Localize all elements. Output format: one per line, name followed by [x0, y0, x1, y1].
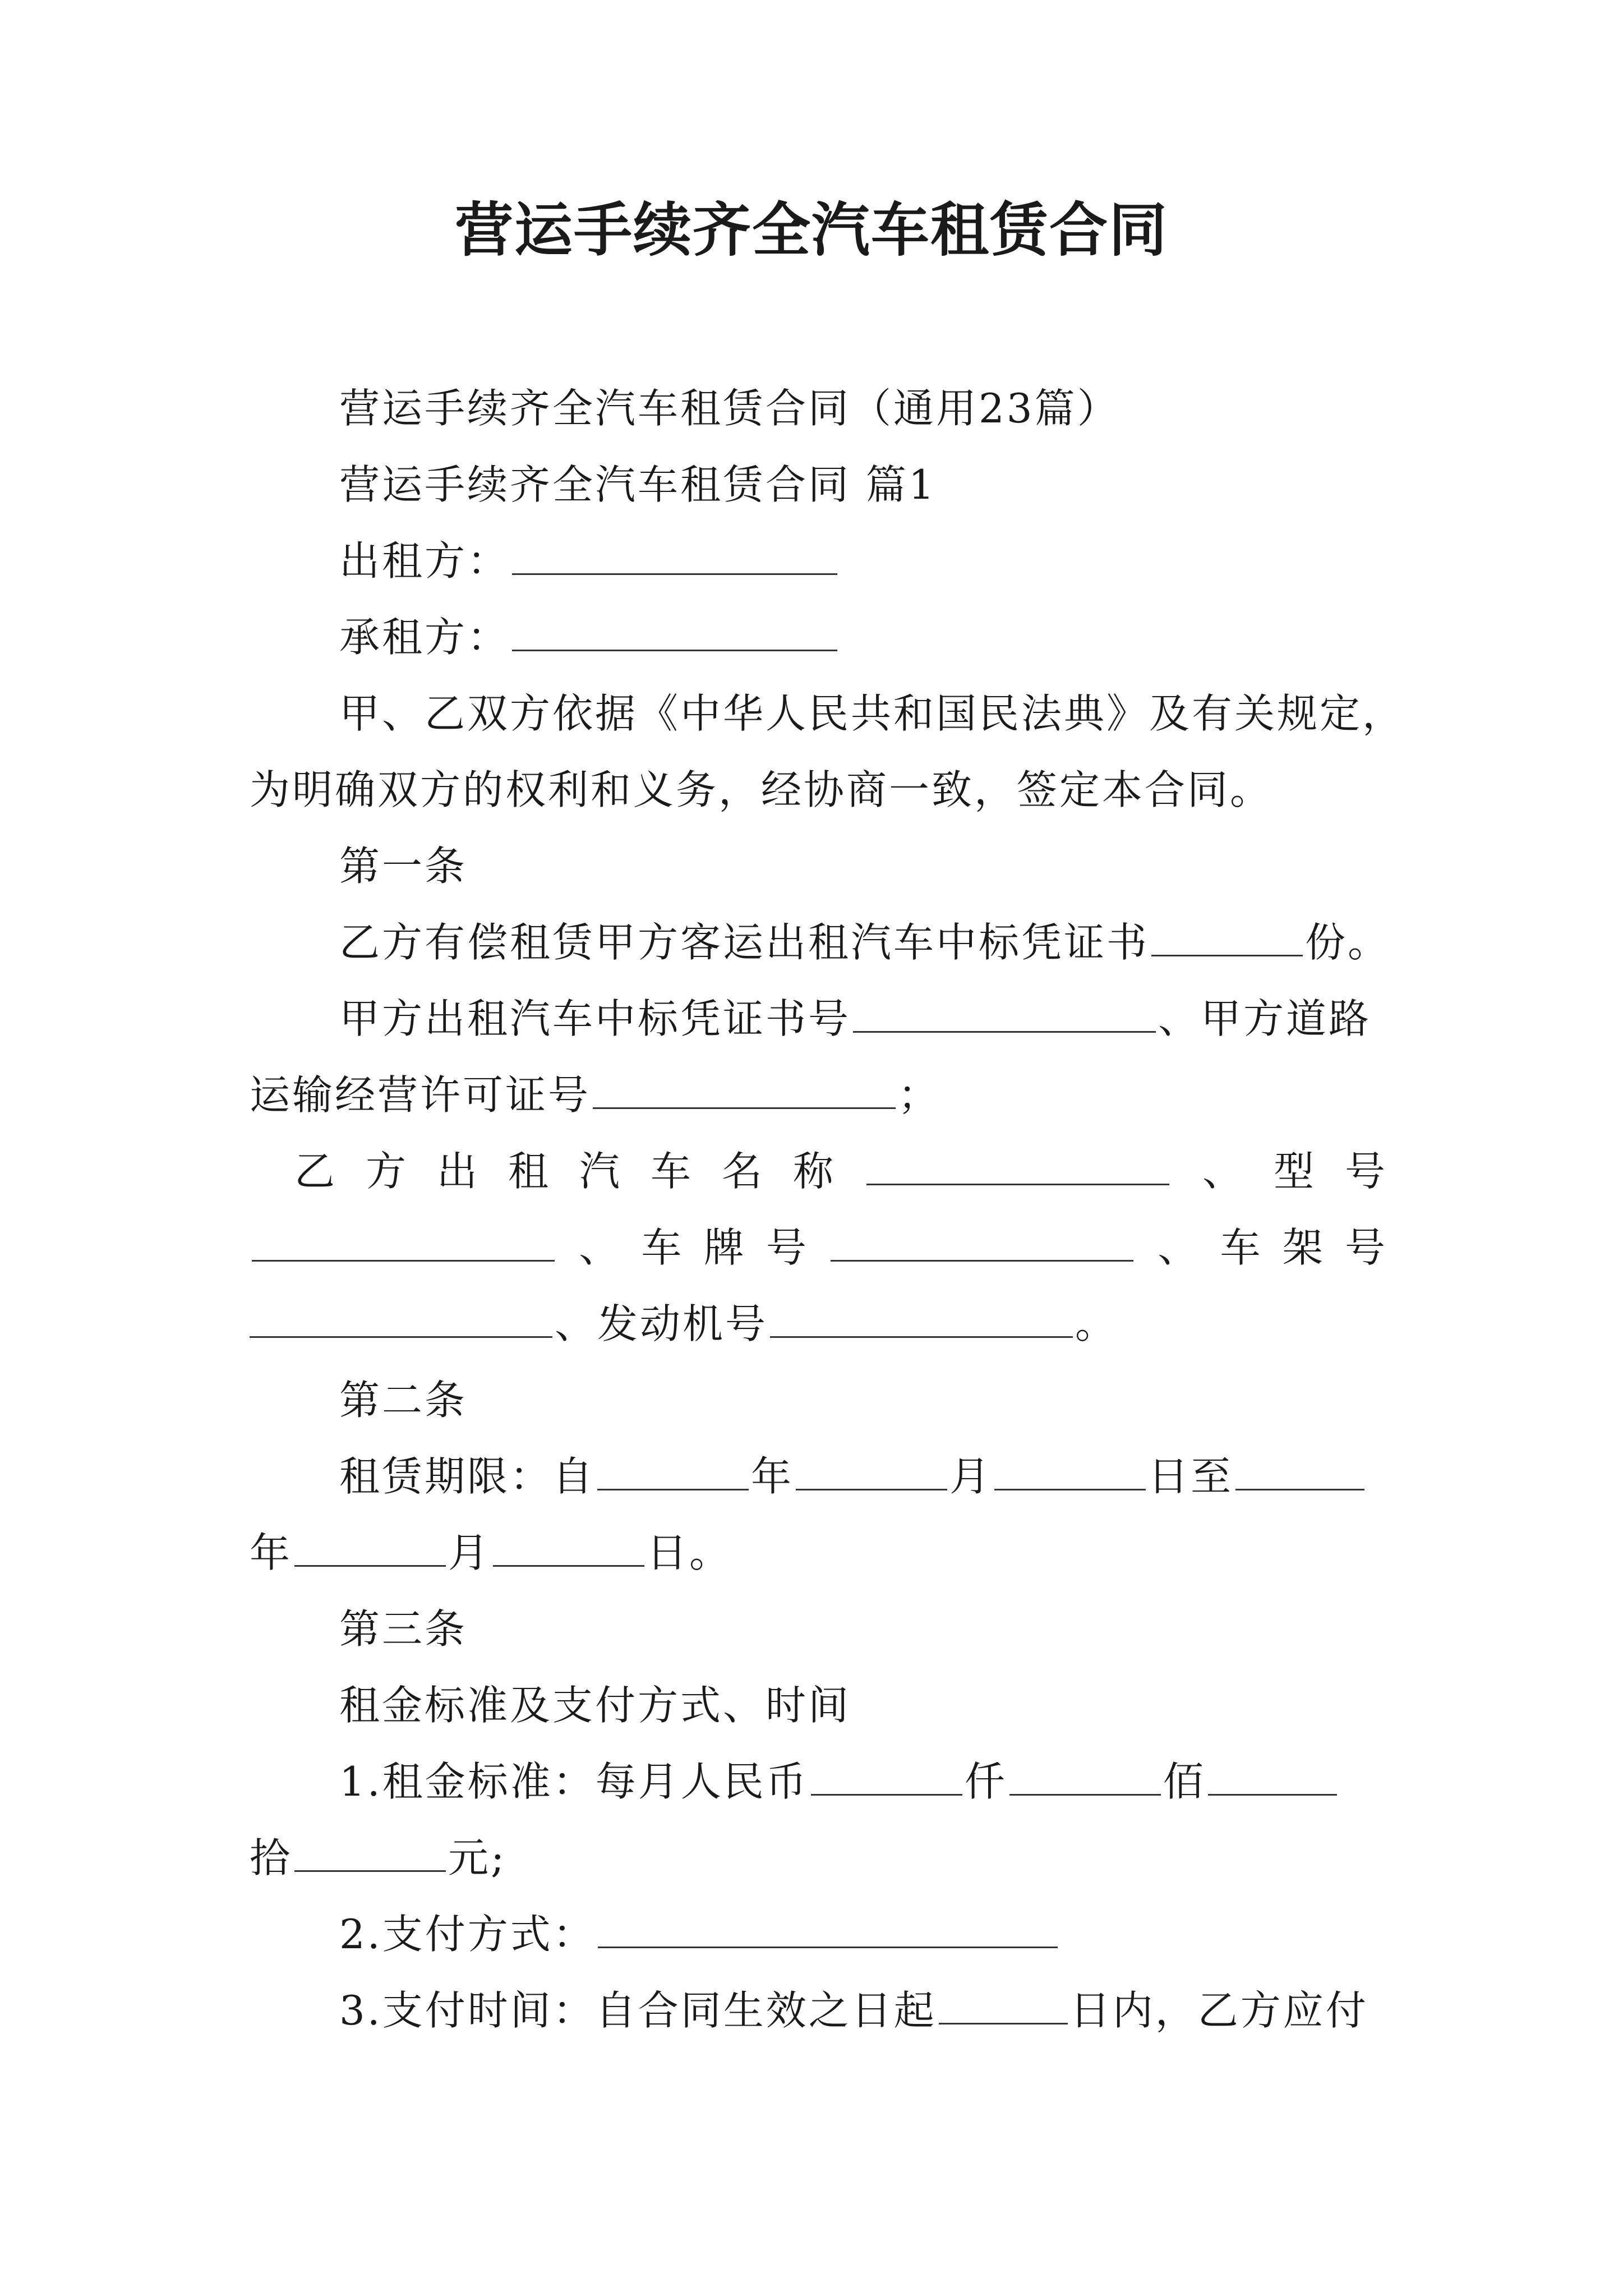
- payment-method-blank[interactable]: [598, 1910, 1058, 1948]
- article-2-line-2: [250, 1515, 1385, 1591]
- article-1-line-5: [250, 1209, 1385, 1286]
- article-3-line-5: [250, 1972, 1385, 2049]
- char: 乙: [294, 1148, 335, 1195]
- article-1-line-2: [250, 981, 1385, 1057]
- text: 2.支付方式：: [339, 1911, 596, 1958]
- payment-days-blank[interactable]: [939, 1986, 1068, 2024]
- lessee-blank[interactable]: [512, 613, 837, 651]
- article-1-line-4: [250, 1133, 1385, 1209]
- article-1-line-1: [250, 904, 1391, 981]
- article-3-line-1: 租金标准及支付方式、时间: [339, 1682, 851, 1729]
- end-year-blank[interactable]: [1235, 1452, 1364, 1490]
- text: 拾: [250, 1834, 293, 1881]
- section-heading: 营运手续齐全汽车租赁合同 篇1: [339, 461, 937, 508]
- text: 乙方有偿租赁甲方客运出租汽车中标凭证书: [339, 919, 1150, 966]
- char: 方: [366, 1148, 407, 1195]
- char: 、: [1202, 1148, 1243, 1195]
- hundreds-blank[interactable]: [1009, 1757, 1161, 1796]
- char: 名: [722, 1148, 763, 1195]
- text: 、发动机号: [555, 1300, 768, 1347]
- text: 3.支付时间：自合同生效之日起: [339, 1987, 937, 2034]
- text: 、甲方道路: [1158, 995, 1372, 1042]
- text: 日至: [1148, 1453, 1234, 1500]
- car-name-blank[interactable]: [866, 1147, 1169, 1185]
- char: 汽: [579, 1148, 620, 1195]
- char: 架: [1282, 1224, 1323, 1271]
- end-day-blank[interactable]: [493, 1529, 644, 1567]
- text: 仟: [964, 1758, 1007, 1805]
- text: 年: [751, 1453, 794, 1500]
- start-month-blank[interactable]: [796, 1452, 947, 1490]
- document-title: 营运手续齐全汽车租赁合同: [454, 195, 1168, 264]
- document-body: [250, 370, 1405, 2049]
- char: 车: [641, 1224, 682, 1271]
- copies-blank[interactable]: [1151, 918, 1303, 956]
- text: 份。: [1305, 919, 1391, 966]
- article-2-line-1: [250, 1438, 1385, 1515]
- char: 、: [579, 1224, 620, 1271]
- char: 租: [508, 1148, 549, 1195]
- yuan-blank[interactable]: [294, 1834, 446, 1872]
- article-1-heading: 第一条: [339, 843, 468, 890]
- char: 牌: [703, 1224, 744, 1271]
- engine-number-blank[interactable]: [770, 1300, 1073, 1338]
- text: 月: [949, 1453, 993, 1500]
- lessor-blank[interactable]: [512, 537, 837, 575]
- text: 月: [448, 1529, 491, 1576]
- intro-line-1: 甲、乙双方依据《中华人民共和国民法典》及有关规定，: [339, 690, 1405, 737]
- article-2-heading: 第二条: [339, 1377, 468, 1424]
- article-3-line-2: [250, 1743, 1385, 1820]
- char: 号: [1344, 1148, 1385, 1195]
- start-year-blank[interactable]: [597, 1452, 749, 1490]
- certificate-number-blank[interactable]: [853, 995, 1156, 1033]
- start-day-blank[interactable]: [994, 1452, 1146, 1490]
- subtitle: 营运手续齐全汽车租赁合同（通用23篇）: [339, 385, 1120, 432]
- char: 称: [793, 1148, 834, 1195]
- lessor-label: 出租方：: [339, 537, 510, 585]
- article-1-line-3: [250, 1057, 1385, 1133]
- text: 日内，乙方应付: [1069, 1987, 1368, 2034]
- tens-blank-a[interactable]: [1208, 1757, 1337, 1796]
- article-3-line-4: [250, 1896, 1385, 1972]
- text: 租赁期限：自: [339, 1453, 596, 1500]
- plate-number-blank[interactable]: [831, 1223, 1133, 1262]
- text: 元;: [448, 1834, 507, 1881]
- thousands-blank[interactable]: [811, 1757, 962, 1796]
- model-blank[interactable]: [252, 1223, 555, 1262]
- char: 车: [1220, 1224, 1261, 1271]
- license-number-blank[interactable]: [593, 1071, 896, 1109]
- text: 佰: [1163, 1758, 1206, 1805]
- char: 号: [1344, 1224, 1385, 1271]
- intro-line-2: 为明确双方的权利和义务，经协商一致，签定本合同。: [250, 766, 1273, 813]
- article-3-heading: 第三条: [339, 1605, 468, 1653]
- end-month-blank[interactable]: [294, 1529, 446, 1567]
- lessee-line: [250, 599, 1385, 675]
- text: 。: [1075, 1300, 1118, 1347]
- lessor-line: [250, 523, 1385, 599]
- article-3-line-3: [250, 1820, 1385, 1896]
- text: 甲方出租汽车中标凭证书号: [339, 995, 851, 1042]
- char: 出: [437, 1148, 478, 1195]
- text: 1.租金标准：每月人民币: [339, 1758, 809, 1805]
- char: 、: [1158, 1224, 1198, 1271]
- text: 日。: [647, 1529, 732, 1576]
- lessee-label: 承租方：: [339, 614, 510, 661]
- text: 年: [250, 1529, 293, 1576]
- char: 型: [1273, 1148, 1314, 1195]
- text: ；: [898, 1071, 941, 1119]
- text: 运输经营许可证号: [250, 1071, 591, 1119]
- char: 车: [651, 1148, 691, 1195]
- frame-number-blank[interactable]: [250, 1300, 552, 1338]
- char: 号: [766, 1224, 806, 1271]
- article-1-line-6: [250, 1286, 1385, 1362]
